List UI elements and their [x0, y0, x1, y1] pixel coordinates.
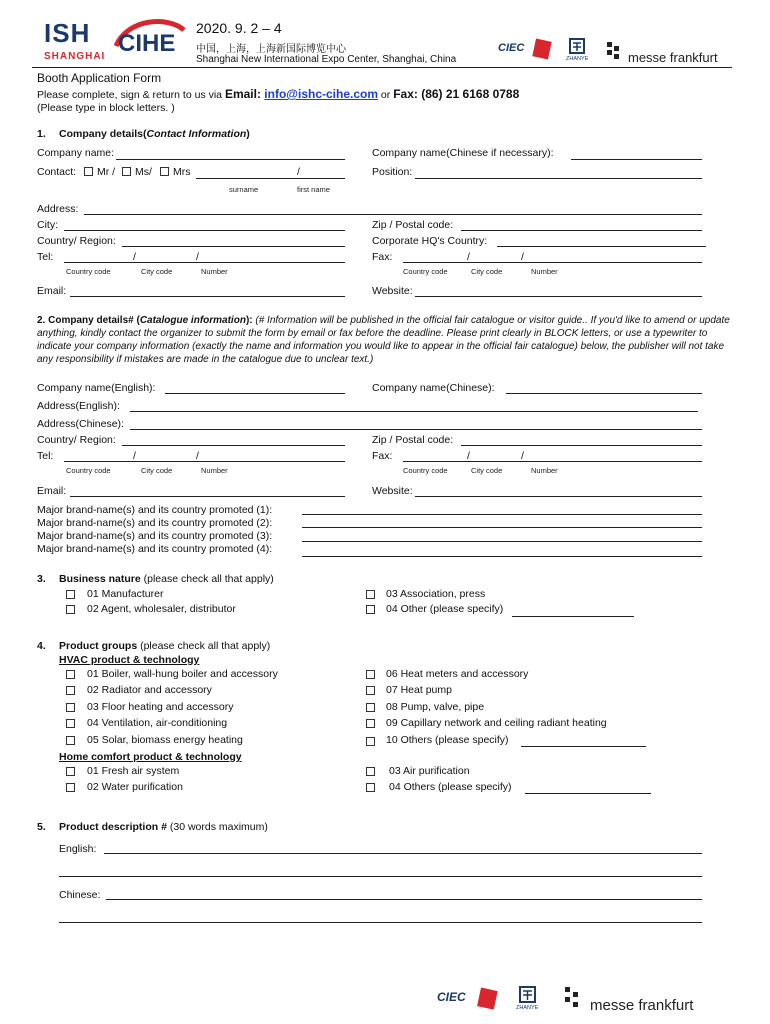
s2-tel-city-code-hint: City code [141, 466, 173, 475]
business-01-label: 01 Manufacturer [87, 588, 164, 600]
address-en-label: Address(English): [37, 400, 120, 412]
tel-field[interactable] [64, 262, 345, 263]
zhanye-label: ZHANYE [566, 56, 589, 62]
email-field[interactable] [70, 296, 345, 297]
hvac-10-checkbox[interactable] [366, 737, 375, 746]
company-name-cn-label: Company name(Chinese if necessary): [372, 147, 554, 159]
tel-city-code-hint: City code [141, 267, 173, 276]
chinese-desc-field-2[interactable] [59, 922, 702, 923]
header-divider [32, 67, 732, 68]
email-label: Email: [224, 87, 265, 101]
english-desc-field-1[interactable] [104, 853, 702, 854]
brand-field-4[interactable] [302, 556, 702, 557]
chinese-desc-label: Chinese: [59, 889, 101, 901]
venue-chinese: 中国，上海，上海新国际博览中心 [196, 44, 346, 55]
section1-number: 1. [37, 128, 46, 140]
intro-prefix: Please complete, sign & return to us via [37, 89, 225, 101]
contact-name-field[interactable] [196, 178, 345, 179]
messe-frankfurt-mark-icon [604, 40, 624, 62]
section4-hint: (please check all that apply) [137, 640, 271, 652]
name-slash: / [297, 166, 300, 178]
hvac-03-checkbox[interactable] [66, 703, 75, 712]
business-04-checkbox[interactable] [366, 605, 375, 614]
section2-description: (# Information will be published in the official fair catalogue or visitor guide.. If you'd like to amend or update anything, kindly contact the organizer to submit the form by email or fax before the deadline. Please print clearly in BLOCK letters, or use a typewriter to indicate your company information (exactly the name and information you would like to appear in the official fair catalogue) below, the publisher will not take any responsibility if mistakes are made in the catalogue due to unclear text.) [37, 315, 730, 365]
company-cn-field[interactable] [506, 393, 702, 394]
website-field[interactable] [415, 296, 702, 297]
ms-label: Ms/ [135, 166, 152, 178]
section2-header [37, 314, 731, 366]
city-label: City: [37, 219, 58, 231]
ciec-logo: CIEC [498, 42, 525, 54]
hvac-06-label: 06 Heat meters and accessory [386, 668, 529, 680]
hq-country-label: Corporate HQ's Country: [372, 235, 488, 247]
intro-line [37, 87, 519, 101]
hvac-04-checkbox[interactable] [66, 719, 75, 728]
tel-label: Tel: [37, 251, 54, 263]
event-date: 2020. 9. 2 – 4 [196, 20, 282, 36]
hvac-07-label: 07 Heat pump [386, 684, 452, 696]
chinese-desc-field-1[interactable] [106, 899, 702, 900]
home-02-checkbox[interactable] [66, 783, 75, 792]
section2-title: 2. Company details# ( [37, 315, 140, 326]
hvac-01-checkbox[interactable] [66, 670, 75, 679]
section3-hint: (please check all that apply) [140, 573, 274, 585]
mrs-label: Mrs [173, 166, 191, 178]
surname-hint: surname [229, 185, 259, 194]
hvac-07-checkbox[interactable] [366, 686, 375, 695]
company-name-cn-field[interactable] [571, 159, 702, 160]
address-field[interactable] [84, 214, 702, 215]
hvac-10-specify-field[interactable] [521, 746, 646, 747]
hvac-01-label: 01 Boiler, wall-hung boiler and accessory [87, 668, 278, 680]
footer-messe-frankfurt-text: messe frankfurt [590, 997, 694, 1014]
position-label: Position: [372, 166, 413, 178]
contact-label: Contact: [37, 166, 77, 178]
footer-zhanye-label: ZHANYE [516, 1005, 539, 1011]
footer-zhanye-logo-icon [518, 986, 538, 1004]
footer-ciec-logo: CIEC [437, 990, 466, 1004]
tel-slash-2: / [196, 251, 199, 263]
hvac-title: HVAC product & technology [59, 654, 200, 666]
footer-red-badge-logo-icon [476, 986, 500, 1012]
ish-shanghai-label: SHANGHAI [44, 51, 106, 62]
home-03-label: 03 Air purification [389, 765, 470, 777]
brand-label-4: Major brand-name(s) and its country promoted (4): [37, 543, 273, 555]
company-cn-label: Company name(Chinese): [372, 382, 495, 394]
ish-logo: ISH [44, 18, 91, 48]
s2-tel-country-code-hint: Country code [66, 466, 111, 475]
footer-messe-frankfurt-mark-icon [562, 985, 584, 1009]
mrs-checkbox[interactable] [160, 167, 169, 176]
s2-fax-field[interactable] [403, 461, 702, 462]
section1-title-italic: Contact Information [146, 128, 247, 140]
company-en-label: Company name(English): [37, 382, 156, 394]
tel-number-hint: Number [201, 267, 228, 276]
hvac-08-checkbox[interactable] [366, 703, 375, 712]
zhanye-logo-icon [568, 38, 586, 54]
hvac-03-label: 03 Floor heating and accessory [87, 701, 234, 713]
address-cn-field[interactable] [130, 429, 702, 430]
fax-slash-1: / [467, 251, 470, 263]
hq-country-field[interactable] [497, 246, 706, 247]
home-04-specify-field[interactable] [525, 793, 651, 794]
business-04-specify-field[interactable] [512, 616, 634, 617]
zip-field[interactable] [461, 230, 702, 231]
cihe-logo: CIHE [118, 30, 176, 57]
country-field[interactable] [122, 246, 345, 247]
s2-fax-country-code-hint: Country code [403, 466, 448, 475]
s2-fax-slash-1: / [467, 450, 470, 462]
tel-slash-1: / [133, 251, 136, 263]
home-01-checkbox[interactable] [66, 767, 75, 776]
s2-website-label: Website: [372, 485, 413, 497]
tel-country-code-hint: Country code [66, 267, 111, 276]
home-comfort-title: Home comfort product & technology [59, 751, 242, 763]
brand-label-1: Major brand-name(s) and its country promoted (1): [37, 504, 273, 516]
section1-title-text: Company details( [59, 128, 147, 140]
company-en-field[interactable] [165, 393, 345, 394]
s2-fax-number-hint: Number [531, 466, 558, 475]
mr-label: Mr / [97, 166, 116, 178]
section3-title [59, 573, 274, 585]
business-03-label: 03 Association, press [386, 588, 486, 600]
brand-label-3: Major brand-name(s) and its country promoted (3): [37, 530, 273, 542]
brand-field-2[interactable] [302, 527, 702, 528]
home-04-label: 04 Others (please specify) [389, 781, 512, 793]
hvac-02-checkbox[interactable] [66, 686, 75, 695]
brand-label-2: Major brand-name(s) and its country promoted (2): [37, 517, 273, 529]
business-01-checkbox[interactable] [66, 590, 75, 599]
country-label: Country/ Region: [37, 235, 116, 247]
s2-tel-label: Tel: [37, 450, 54, 462]
form-title: Booth Application Form [37, 71, 162, 85]
section5-title [59, 821, 268, 833]
section3-number: 3. [37, 573, 46, 585]
hvac-04-label: 04 Ventilation, air-conditioning [87, 717, 228, 729]
hvac-06-checkbox[interactable] [366, 670, 375, 679]
s2-fax-city-code-hint: City code [471, 466, 503, 475]
home-04-checkbox[interactable] [366, 783, 375, 792]
section4-title [59, 640, 270, 652]
company-name-label: Company name: [37, 147, 115, 159]
s2-country-label: Country/ Region: [37, 434, 116, 446]
hvac-09-checkbox[interactable] [366, 719, 375, 728]
company-name-field[interactable] [116, 159, 345, 160]
fax-field-label: Fax: [372, 251, 393, 263]
city-field[interactable] [64, 230, 345, 231]
business-02-label: 02 Agent, wholesaler, distributor [87, 603, 236, 615]
hvac-05-checkbox[interactable] [66, 736, 75, 745]
messe-frankfurt-text: messe frankfurt [628, 50, 718, 65]
business-02-checkbox[interactable] [66, 605, 75, 614]
fax-city-code-hint: City code [471, 267, 503, 276]
fax-field[interactable] [403, 262, 702, 263]
venue-english: Shanghai New International Expo Center, Shanghai, China [196, 54, 457, 65]
section5-hint: (30 words maximum) [166, 821, 268, 833]
business-03-checkbox[interactable] [366, 590, 375, 599]
s2-zip-field[interactable] [461, 445, 702, 446]
home-02-label: 02 Water purification [87, 781, 183, 793]
website-label: Website: [372, 285, 413, 297]
intro-or: or [378, 89, 394, 101]
email-link[interactable]: info@ishc-cihe.com [264, 87, 379, 101]
home-03-checkbox[interactable] [366, 767, 375, 776]
hvac-02-label: 02 Radiator and accessory [87, 684, 212, 696]
fax-slash-2: / [521, 251, 524, 263]
red-badge-logo-icon [532, 38, 554, 62]
zip-label: Zip / Postal code: [372, 219, 454, 231]
section5-title-text: Product description # [59, 821, 167, 833]
mr-checkbox[interactable] [84, 167, 93, 176]
s2-email-label: Email: [37, 485, 67, 497]
ms-checkbox[interactable] [122, 167, 131, 176]
s2-tel-slash-2: / [196, 450, 199, 462]
section5-number: 5. [37, 821, 46, 833]
s2-tel-number-hint: Number [201, 466, 228, 475]
section4-number: 4. [37, 640, 46, 652]
fax-label: Fax: (86) 21 6168 0788 [393, 87, 520, 101]
position-field[interactable] [415, 178, 702, 179]
english-desc-field-2[interactable] [59, 876, 702, 877]
section1-title [59, 128, 250, 140]
english-desc-label: English: [59, 843, 97, 855]
s2-fax-label: Fax: [372, 450, 393, 462]
email-field-label: Email: [37, 285, 67, 297]
s2-tel-slash-1: / [133, 450, 136, 462]
s2-fax-slash-2: / [521, 450, 524, 462]
hvac-08-label: 08 Pump, valve, pipe [386, 701, 485, 713]
brand-field-3[interactable] [302, 541, 702, 542]
section1-title-end: ) [246, 128, 250, 140]
section2-title-end: ): [245, 315, 253, 326]
home-01-label: 01 Fresh air system [87, 765, 180, 777]
intro-note: (Please type in block letters. ) [37, 102, 175, 114]
section4-title-text: Product groups [59, 640, 138, 652]
s2-email-field[interactable] [70, 496, 345, 497]
section3-title-text: Business nature [59, 573, 141, 585]
hvac-05-label: 05 Solar, biomass energy heating [87, 734, 243, 746]
business-04-label: 04 Other (please specify) [386, 603, 504, 615]
s2-tel-field[interactable] [64, 461, 345, 462]
hvac-10-label: 10 Others (please specify) [386, 734, 509, 746]
firstname-hint: first name [297, 185, 330, 194]
fax-number-hint: Number [531, 267, 558, 276]
s2-country-field[interactable] [122, 445, 345, 446]
address-en-field[interactable] [130, 411, 698, 412]
hvac-09-label: 09 Capillary network and ceiling radiant heating [386, 717, 607, 729]
address-cn-label: Address(Chinese): [37, 418, 124, 430]
address-label: Address: [37, 203, 79, 215]
section2-title-italic: Catalogue information [139, 315, 246, 326]
s2-zip-label: Zip / Postal code: [372, 434, 454, 446]
s2-website-field[interactable] [415, 496, 702, 497]
brand-field-1[interactable] [302, 514, 702, 515]
fax-country-code-hint: Country code [403, 267, 448, 276]
